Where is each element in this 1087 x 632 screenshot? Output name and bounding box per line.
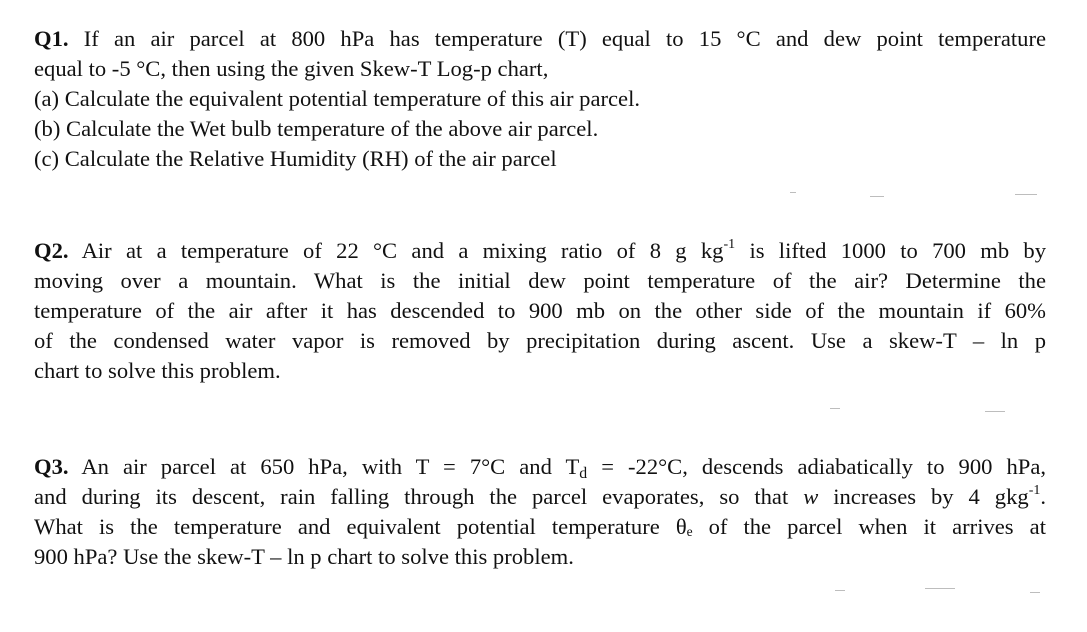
q2-text-line-4: of the condensed water vapor is removed by precipitation during ascent. Use a skew-T – ln p xyxy=(34,328,1046,353)
q3-text-line-2-post: . xyxy=(1040,484,1047,509)
q2-text-line-3: temperature of the air after it has descended to 900 mb on the other side of the mountain if 60% xyxy=(34,298,1046,323)
q1-part-c: (c) Calculate the Relative Humidity (RH) of the air parcel xyxy=(34,146,557,171)
q3-subscript: d xyxy=(579,464,588,482)
q1-text-line-1: If an air parcel at 800 hPa has temperature (T) equal to 15 °C and dew point temperature xyxy=(83,26,1046,51)
q2-line-1 xyxy=(34,236,1046,266)
q3-superscript: -1 xyxy=(1028,483,1041,499)
q2-number: Q2. xyxy=(34,238,69,263)
q3-text-line-2-mid: increases by 4 gkg xyxy=(818,484,1029,509)
q3-line-2 xyxy=(34,482,1046,512)
scan-speck xyxy=(985,411,1005,412)
question-3 xyxy=(34,452,1046,572)
q1-line-1 xyxy=(34,24,1046,54)
q1-number: Q1. xyxy=(34,26,69,51)
scan-speck xyxy=(790,192,796,193)
q1-text-line-2: equal to -5 °C, then using the given Skew-T Log-p chart, xyxy=(34,56,549,81)
q3-text-line-4: 900 hPa? Use the skew-T – ln p chart to solve this problem. xyxy=(34,544,574,569)
q1-part-a: (a) Calculate the equivalent potential temperature of this air parcel. xyxy=(34,86,640,111)
scan-speck xyxy=(925,588,955,589)
scan-speck xyxy=(830,408,840,409)
q2-text-line-2: moving over a mountain. What is the initial dew point temperature of the air? Determine the xyxy=(34,268,1046,293)
q3-line-1 xyxy=(34,452,1046,482)
scan-speck xyxy=(835,590,845,591)
scan-speck xyxy=(870,196,884,197)
q2-text-line-1-post: is lifted 1000 to 700 mb by xyxy=(735,238,1047,263)
q3-mixing-ratio-symbol: w xyxy=(803,484,819,509)
scan-speck xyxy=(1015,194,1037,195)
q3-text-line-1-post: = -22°C, descends adiabatically to 900 hPa, xyxy=(587,454,1046,479)
q3-text-line-2-pre: and during its descent, rain falling through the parcel evaporates, so that xyxy=(34,484,804,509)
q2-text-line-1-pre: Air at a temperature of 22 °C and a mixing ratio of 8 g kg xyxy=(81,238,724,263)
q3-text-line-3: What is the temperature and equivalent potential temperature θₑ of the parcel when it arrives at xyxy=(34,514,1046,539)
scan-speck xyxy=(1030,592,1040,593)
q3-text-line-1-pre: An air parcel at 650 hPa, with T = 7°C and T xyxy=(81,454,580,479)
q3-number: Q3. xyxy=(34,454,69,479)
q2-superscript: -1 xyxy=(723,237,736,253)
question-1 xyxy=(34,24,1046,174)
q2-text-line-5: chart to solve this problem. xyxy=(34,358,281,383)
q1-part-b: (b) Calculate the Wet bulb temperature of the above air parcel. xyxy=(34,116,599,141)
question-2 xyxy=(34,236,1046,386)
